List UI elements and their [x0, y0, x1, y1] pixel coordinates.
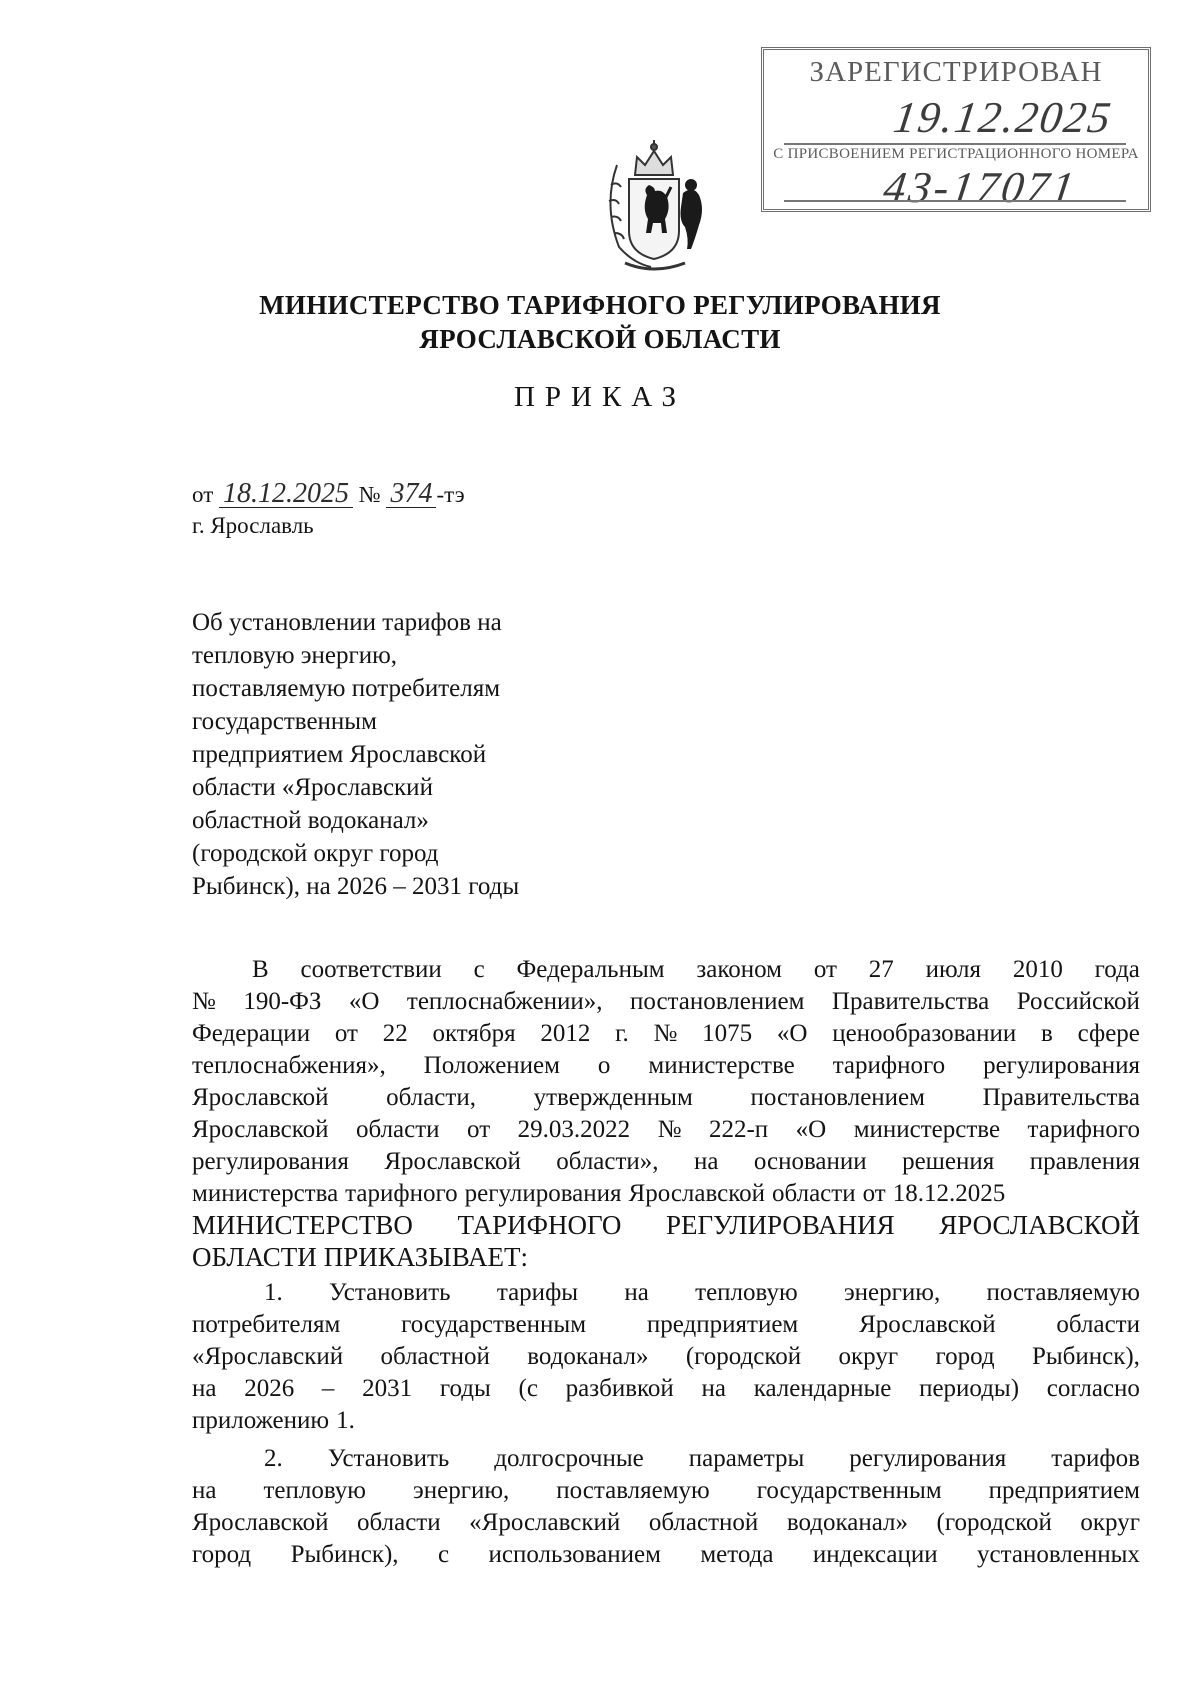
body-word: о	[597, 1052, 611, 1079]
subject-line: области «Ярославский	[192, 774, 433, 801]
body-word: 2012	[540, 1020, 591, 1047]
body-word: утвержденным	[533, 1084, 693, 1111]
body-word: ценообразовании	[832, 1020, 1017, 1047]
body-word: областной	[380, 1343, 490, 1370]
body-word: в	[1041, 1020, 1053, 1047]
body-word: приложению	[192, 1407, 330, 1434]
body-word: на	[624, 1279, 649, 1306]
body-word: июля	[925, 956, 981, 983]
body-word: город	[935, 1343, 995, 1370]
body-word: 1075	[702, 1020, 753, 1047]
body-word: Ярославской	[192, 1509, 329, 1536]
body-word: годы	[439, 1375, 491, 1402]
body-word: г.	[615, 1020, 629, 1047]
body-line	[192, 1541, 1140, 1573]
body-word: параметры	[688, 1445, 805, 1472]
body-line	[192, 1407, 1140, 1439]
body-line	[192, 1242, 1140, 1274]
body-word: №	[192, 988, 216, 1015]
body-word: 2026	[244, 1375, 295, 1402]
body-word: округ	[1080, 1509, 1140, 1536]
body-word: теплоснабжении»,	[406, 988, 603, 1015]
body-line	[192, 1148, 1140, 1180]
body-word: регулирования	[849, 1445, 1007, 1472]
body-word: основании	[753, 1148, 867, 1175]
body-word: –	[321, 1375, 335, 1402]
body-word: 18.12.2025	[892, 1180, 1006, 1207]
body-word: года	[1094, 956, 1140, 983]
body-word: Федерации	[192, 1020, 311, 1047]
body-word: 29.03.2022	[517, 1116, 631, 1143]
ministry-name-line1: МИНИСТЕРСТВО ТАРИФНОГО РЕГУЛИРОВАНИЯ	[259, 290, 941, 320]
body-word: ЯРОСЛАВСКОЙ	[939, 1210, 1140, 1240]
body-word: согласно	[1046, 1375, 1140, 1402]
body-word: Правительства	[831, 988, 990, 1015]
subject-line: (городской округ город	[192, 840, 439, 867]
body-word: поставляемую	[986, 1279, 1140, 1306]
body-word: периоды)	[919, 1375, 1020, 1402]
body-word: Рыбинск),	[290, 1541, 399, 1568]
body-word: В	[252, 956, 269, 983]
body-word: Российской	[1016, 988, 1140, 1015]
ministry-name-line2: ЯРОСЛАВСКОЙ ОБЛАСТИ	[419, 324, 781, 354]
body-word: 2.	[264, 1445, 283, 1472]
body-word: метода	[700, 1541, 774, 1568]
stamp-subtitle: С ПРИСВОЕНИЕМ РЕГИСТРАЦИОННОГО НОМЕРА	[773, 146, 1139, 162]
body-line	[252, 956, 1140, 988]
body-word: теплоснабжения»,	[192, 1052, 386, 1079]
body-word: соответствии	[300, 956, 442, 983]
body-line	[192, 1477, 1140, 1509]
body-word: «О	[776, 1020, 808, 1047]
body-word: 1.	[264, 1279, 283, 1306]
body-line	[192, 1509, 1140, 1541]
stamp-number: 43-17071	[880, 163, 1081, 212]
body-word: Ярославской	[859, 1311, 996, 1338]
from-label: от	[192, 482, 214, 507]
body-word: 2031	[362, 1375, 413, 1402]
subject-line: поставляемую потребителям	[192, 675, 501, 702]
body-word: на	[192, 1375, 217, 1402]
body-word: №	[657, 1116, 682, 1143]
body-word: области»,	[556, 1148, 659, 1175]
body-word: с	[473, 956, 485, 983]
coat-of-arms-icon	[595, 135, 713, 275]
body-word: на	[192, 1477, 217, 1504]
body-word: тарифного	[1027, 1116, 1140, 1143]
subject-line: Об установлении тарифов на	[192, 609, 502, 636]
body-word: энергию,	[843, 1279, 941, 1306]
body-word: использованием	[488, 1541, 661, 1568]
body-word: №	[653, 1020, 678, 1047]
body-word: от	[334, 1020, 358, 1047]
body-line	[192, 1020, 1140, 1052]
body-word: 190-ФЗ	[243, 988, 322, 1015]
subject-line: Рыбинск), на 2026 – 2031 годы	[192, 873, 520, 900]
body-word: «О	[348, 988, 380, 1015]
subject-line: областной водоканал»	[192, 807, 429, 834]
stamp-title: ЗАРЕГИСТРИРОВАН	[809, 56, 1103, 88]
body-word: город	[192, 1541, 252, 1568]
body-word: Установить	[327, 1445, 450, 1472]
body-word: тепловую	[695, 1279, 798, 1306]
body-word: поставляемую	[556, 1477, 710, 1504]
document-type-title: ПРИКАЗ	[513, 381, 687, 413]
body-word: от	[813, 956, 837, 983]
body-word: индексации	[812, 1541, 938, 1568]
body-word: октября	[432, 1020, 516, 1047]
body-word: водоканал»	[527, 1343, 649, 1370]
body-word: 22	[382, 1020, 408, 1047]
body-word: областной	[648, 1509, 759, 1536]
body-word: «Ярославский	[192, 1343, 344, 1370]
body-line	[192, 1084, 1140, 1116]
number-label: №	[358, 482, 381, 507]
body-word: Рыбинск),	[1031, 1343, 1140, 1370]
body-word: на	[693, 1148, 719, 1175]
subject-line: государственным	[192, 708, 377, 735]
order-number-suffix: -тэ	[436, 482, 465, 507]
body-line	[264, 1445, 1140, 1477]
body-word: округ	[838, 1343, 899, 1370]
body-word: (с	[518, 1375, 538, 1402]
body-line	[264, 1279, 1140, 1311]
body-word: установленных	[977, 1541, 1140, 1568]
body-line	[192, 1052, 1140, 1084]
body-word: области	[772, 1180, 856, 1207]
order-date: 18.12.2025	[219, 481, 353, 508]
body-word: ПРИКАЗЫВАЕТ:	[323, 1242, 529, 1272]
body-word: предприятием	[646, 1311, 799, 1338]
body-word: календарные	[753, 1375, 892, 1402]
body-word: 27	[868, 956, 894, 983]
body-word: государственным	[756, 1477, 942, 1504]
stamp-date: 19.12.2025	[890, 93, 1116, 142]
body-word: «О	[795, 1116, 827, 1143]
body-word: регулирования	[192, 1148, 349, 1175]
body-line	[192, 1180, 1140, 1212]
body-word: предприятием	[988, 1477, 1140, 1504]
body-word: Ярославской	[384, 1148, 521, 1175]
body-word: тарифы	[496, 1279, 579, 1306]
body-word: (городской	[685, 1343, 802, 1370]
body-word: РЕГУЛИРОВАНИЯ	[666, 1210, 895, 1240]
body-line	[192, 1116, 1140, 1148]
body-word: регулирования	[983, 1052, 1140, 1079]
body-word: Установить	[329, 1279, 451, 1306]
body-word: тарифов	[1051, 1445, 1140, 1472]
body-line	[192, 988, 1140, 1020]
body-word: водоканал»	[786, 1509, 908, 1536]
body-word: от	[862, 1180, 886, 1207]
body-word: решения	[902, 1148, 995, 1175]
body-word: области	[1056, 1311, 1140, 1338]
subject-line: тепловую энергию,	[192, 642, 398, 669]
body-word: законом	[696, 956, 782, 983]
body-word: 222-п	[708, 1116, 769, 1143]
body-word: регулирования	[464, 1180, 622, 1207]
body-line	[192, 1311, 1140, 1343]
order-subject	[192, 606, 612, 903]
body-word: потребителям	[192, 1311, 341, 1338]
body-word: правления	[1029, 1148, 1140, 1175]
body-word: Ярославской	[628, 1180, 766, 1207]
body-word: тарифного	[345, 1180, 458, 1207]
body-word: тарифного	[832, 1052, 946, 1079]
stamp-divider	[784, 200, 1126, 202]
body-word: государственным	[401, 1311, 587, 1338]
body-line	[192, 1210, 1140, 1242]
order-city: г. Ярославль	[192, 513, 314, 538]
body-word: области,	[386, 1084, 476, 1111]
body-word: ОБЛАСТИ	[192, 1242, 317, 1272]
registration-stamp	[761, 47, 1151, 212]
body-word: постановлением	[750, 1084, 925, 1111]
body-word: МИНИСТЕРСТВО	[192, 1210, 413, 1240]
body-word: области	[357, 1509, 441, 1536]
body-word: энергию,	[413, 1477, 510, 1504]
body-word: Ярославской	[192, 1116, 329, 1143]
body-word: министерстве	[853, 1116, 1001, 1143]
body-word: ТАРИФНОГО	[457, 1210, 622, 1240]
body-word: с	[437, 1541, 450, 1568]
body-word: постановлением	[629, 988, 805, 1015]
body-word: от	[467, 1116, 491, 1143]
order-date-number-line	[192, 478, 465, 509]
body-word: министерства	[192, 1180, 339, 1207]
body-word: Правительства	[982, 1084, 1140, 1111]
body-word: Ярославской	[192, 1084, 329, 1111]
body-line	[192, 1343, 1140, 1375]
body-word: Федеральным	[516, 956, 665, 983]
body-word: разбивкой	[565, 1375, 674, 1402]
subject-line: предприятием Ярославской	[192, 741, 487, 768]
body-word: тепловую	[263, 1477, 366, 1504]
body-word: министерстве	[648, 1052, 795, 1079]
body-word: (городской	[936, 1509, 1052, 1536]
body-word: долгосрочные	[494, 1445, 644, 1472]
body-word: Положением	[423, 1052, 560, 1079]
body-word: «Ярославский	[469, 1509, 621, 1536]
body-word: на	[701, 1375, 726, 1402]
body-word: сфере	[1077, 1020, 1140, 1047]
stamp-divider	[784, 143, 1126, 145]
order-number: 374	[386, 481, 436, 508]
body-word: 2010	[1012, 956, 1063, 983]
body-word: области	[355, 1116, 440, 1143]
body-word: 1.	[336, 1407, 355, 1434]
body-line	[192, 1375, 1140, 1407]
